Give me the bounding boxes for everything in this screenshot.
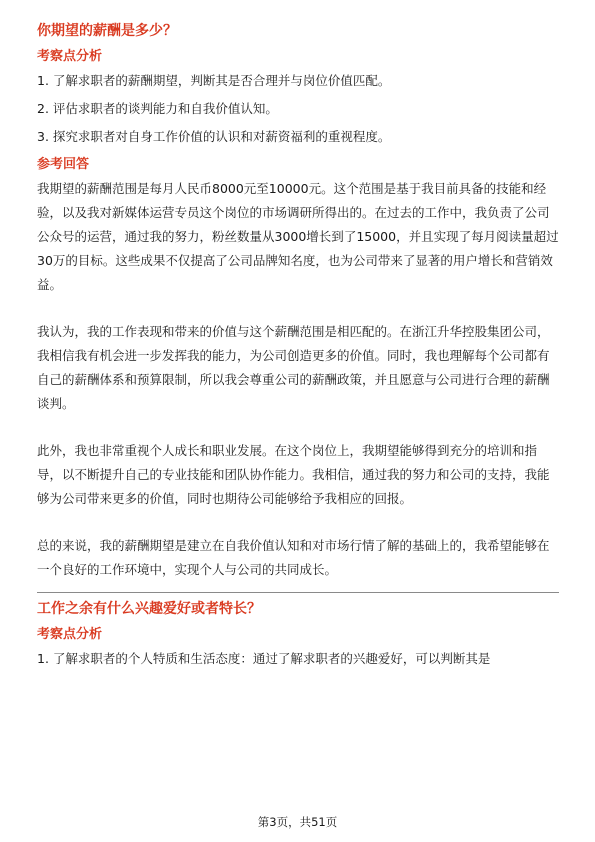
answer-heading: 参考回答	[37, 157, 90, 172]
answer-paragraph: 总的来说，我的薪酬期望是建立在自我价值认知和对市场行情了解的基础上的，我希望能够在一个良好的工作环境中，实现个人与公司的共同成长。	[37, 538, 550, 577]
analysis-heading-2: 考察点分析	[37, 627, 103, 642]
list-item: 3. 探究求职者对自身工作价值的认识和对薪资福利的重视程度。	[37, 129, 391, 144]
answer-paragraph: 我认为，我的工作表现和带来的价值与这个薪酬范围是相匹配的。在浙江升华控股集团公司，我相信我有机会进一步发挥我的能力，为公司创造更多的价值。同时，我也理解每个公司都有自己的薪酬体系和预算限制，所以我会尊重公司的薪酬政策，并且愿意与公司进行合理的薪酬谈判。	[37, 324, 550, 411]
paragraph-gap	[37, 297, 559, 320]
paragraph-gap	[37, 511, 559, 534]
list-item: 1. 了解求职者的个人特质和生活态度：通过了解求职者的兴趣爱好，可以判断其是	[37, 651, 491, 666]
answer-paragraph: 此外，我也非常重视个人成长和职业发展。在这个岗位上，我期望能够得到充分的培训和指导，以不断提升自己的专业技能和团队协作能力。我相信，通过我的努力和公司的支持，我能够为公司带来更多的价值，同时也期待公司能够给予我相应的回报。	[37, 443, 550, 506]
question-2-title: 工作之余有什么兴趣爱好或者特长？	[37, 601, 261, 617]
analysis-list-1	[37, 71, 559, 147]
analysis-list-2	[37, 649, 559, 669]
list-item: 1. 了解求职者的薪酬期望，判断其是否合理并与岗位价值匹配。	[37, 73, 391, 88]
document-page	[37, 21, 559, 677]
paragraph-gap	[37, 416, 559, 439]
analysis-heading-1: 考察点分析	[37, 49, 103, 64]
question-1-title: 你期望的薪酬是多少？	[37, 23, 177, 39]
list-item: 2. 评估求职者的谈判能力和自我价值认知。	[37, 101, 278, 116]
answer-paragraph: 我期望的薪酬范围是每月人民币8000元至10000元。这个范围是基于我目前具备的技能和经验，以及我对新媒体运营专员这个岗位的市场调研所得出的。在过去的工作中，我负责了公司公众号的运营，通过我的努力，粉丝数量从3000增长到了15000，并且实现了每月阅读量超过30万的目标。这些成果不仅提高了公司品牌知名度，也为公司带来了显著的用户增长和营销效益。	[37, 181, 559, 292]
section-divider	[37, 592, 559, 593]
page-footer: 第3页，共51页	[257, 815, 338, 829]
